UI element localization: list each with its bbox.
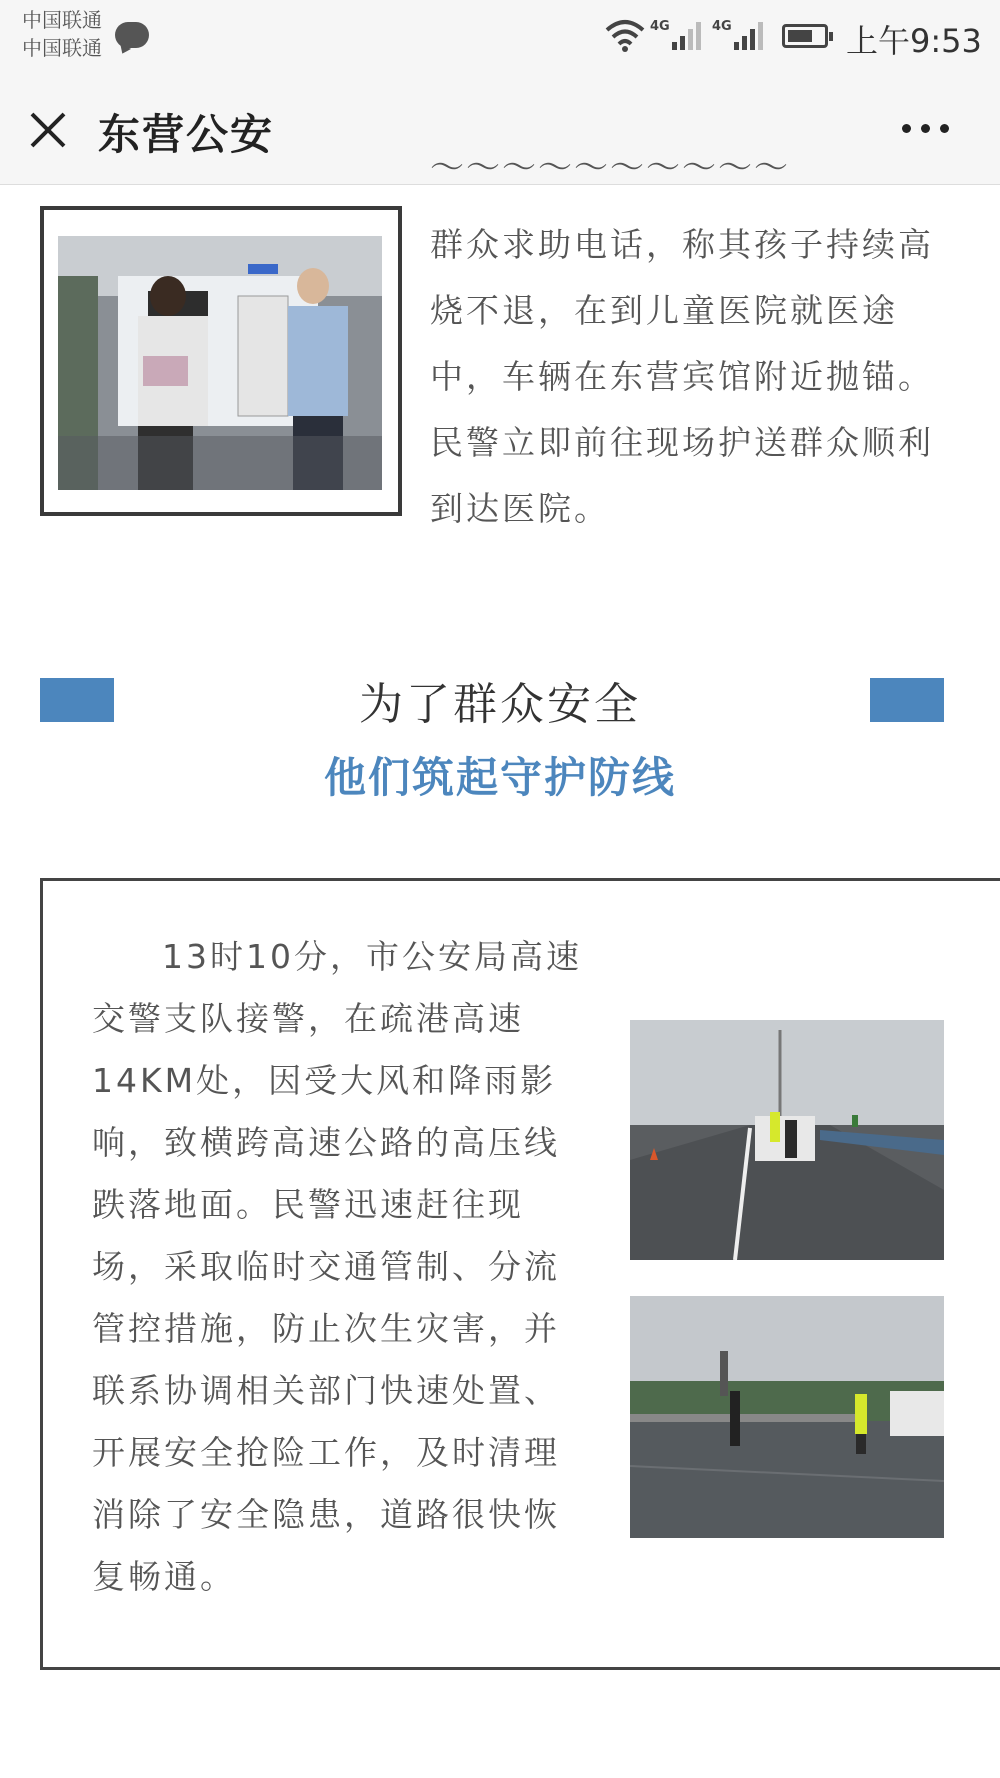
carrier-label-1: 中国联通: [22, 8, 102, 32]
page-title: 东营公安: [98, 110, 275, 159]
close-icon[interactable]: [26, 108, 70, 152]
highway-scene-photo-1: [630, 1020, 944, 1260]
wifi-icon: [605, 18, 645, 52]
svg-text:4G: 4G: [650, 19, 670, 34]
police-escort-photo: [58, 236, 382, 490]
cellular-signal-icon-2: [712, 16, 768, 52]
more-options-icon[interactable]: [902, 124, 950, 136]
message-notification-icon: [115, 22, 149, 48]
status-bar: [0, 0, 1000, 80]
battery-icon: [782, 24, 828, 48]
status-time: 上午9:53: [846, 22, 982, 60]
section-heading: 为了群众安全: [359, 679, 641, 730]
photo-frame-1: [40, 206, 402, 516]
section2-paragraph: 13时10分，市公安局高速交警支队接警，在疏港高速14KM处，因受大风和降雨影响，致横跨高速公路的高压线跌落地面。民警迅速赶往现场，采取临时交通管制、分流管控措施，防止次生灾害，并联系协调相关部门快速处置、开展安全抢险工作，及时清理消除了安全隐患，道路很快恢复畅通。: [92, 937, 582, 1596]
section-subheading: 他们筑起守护防线: [323, 753, 676, 802]
highway-scene-photo-2: [630, 1296, 944, 1538]
section1-paragraph: 群众求助电话，称其孩子持续高烧不退，在到儿童医院就医途中，车辆在东营宾馆附近抛锚。民警立即前往现场护送群众顺利到达医院。: [430, 225, 934, 528]
clipped-text-line: ～～～～～～～～～～: [430, 158, 790, 188]
carrier-label-2: 中国联通: [22, 36, 102, 60]
cellular-signal-icon-1: [650, 16, 706, 52]
svg-text:4G: 4G: [712, 19, 732, 34]
